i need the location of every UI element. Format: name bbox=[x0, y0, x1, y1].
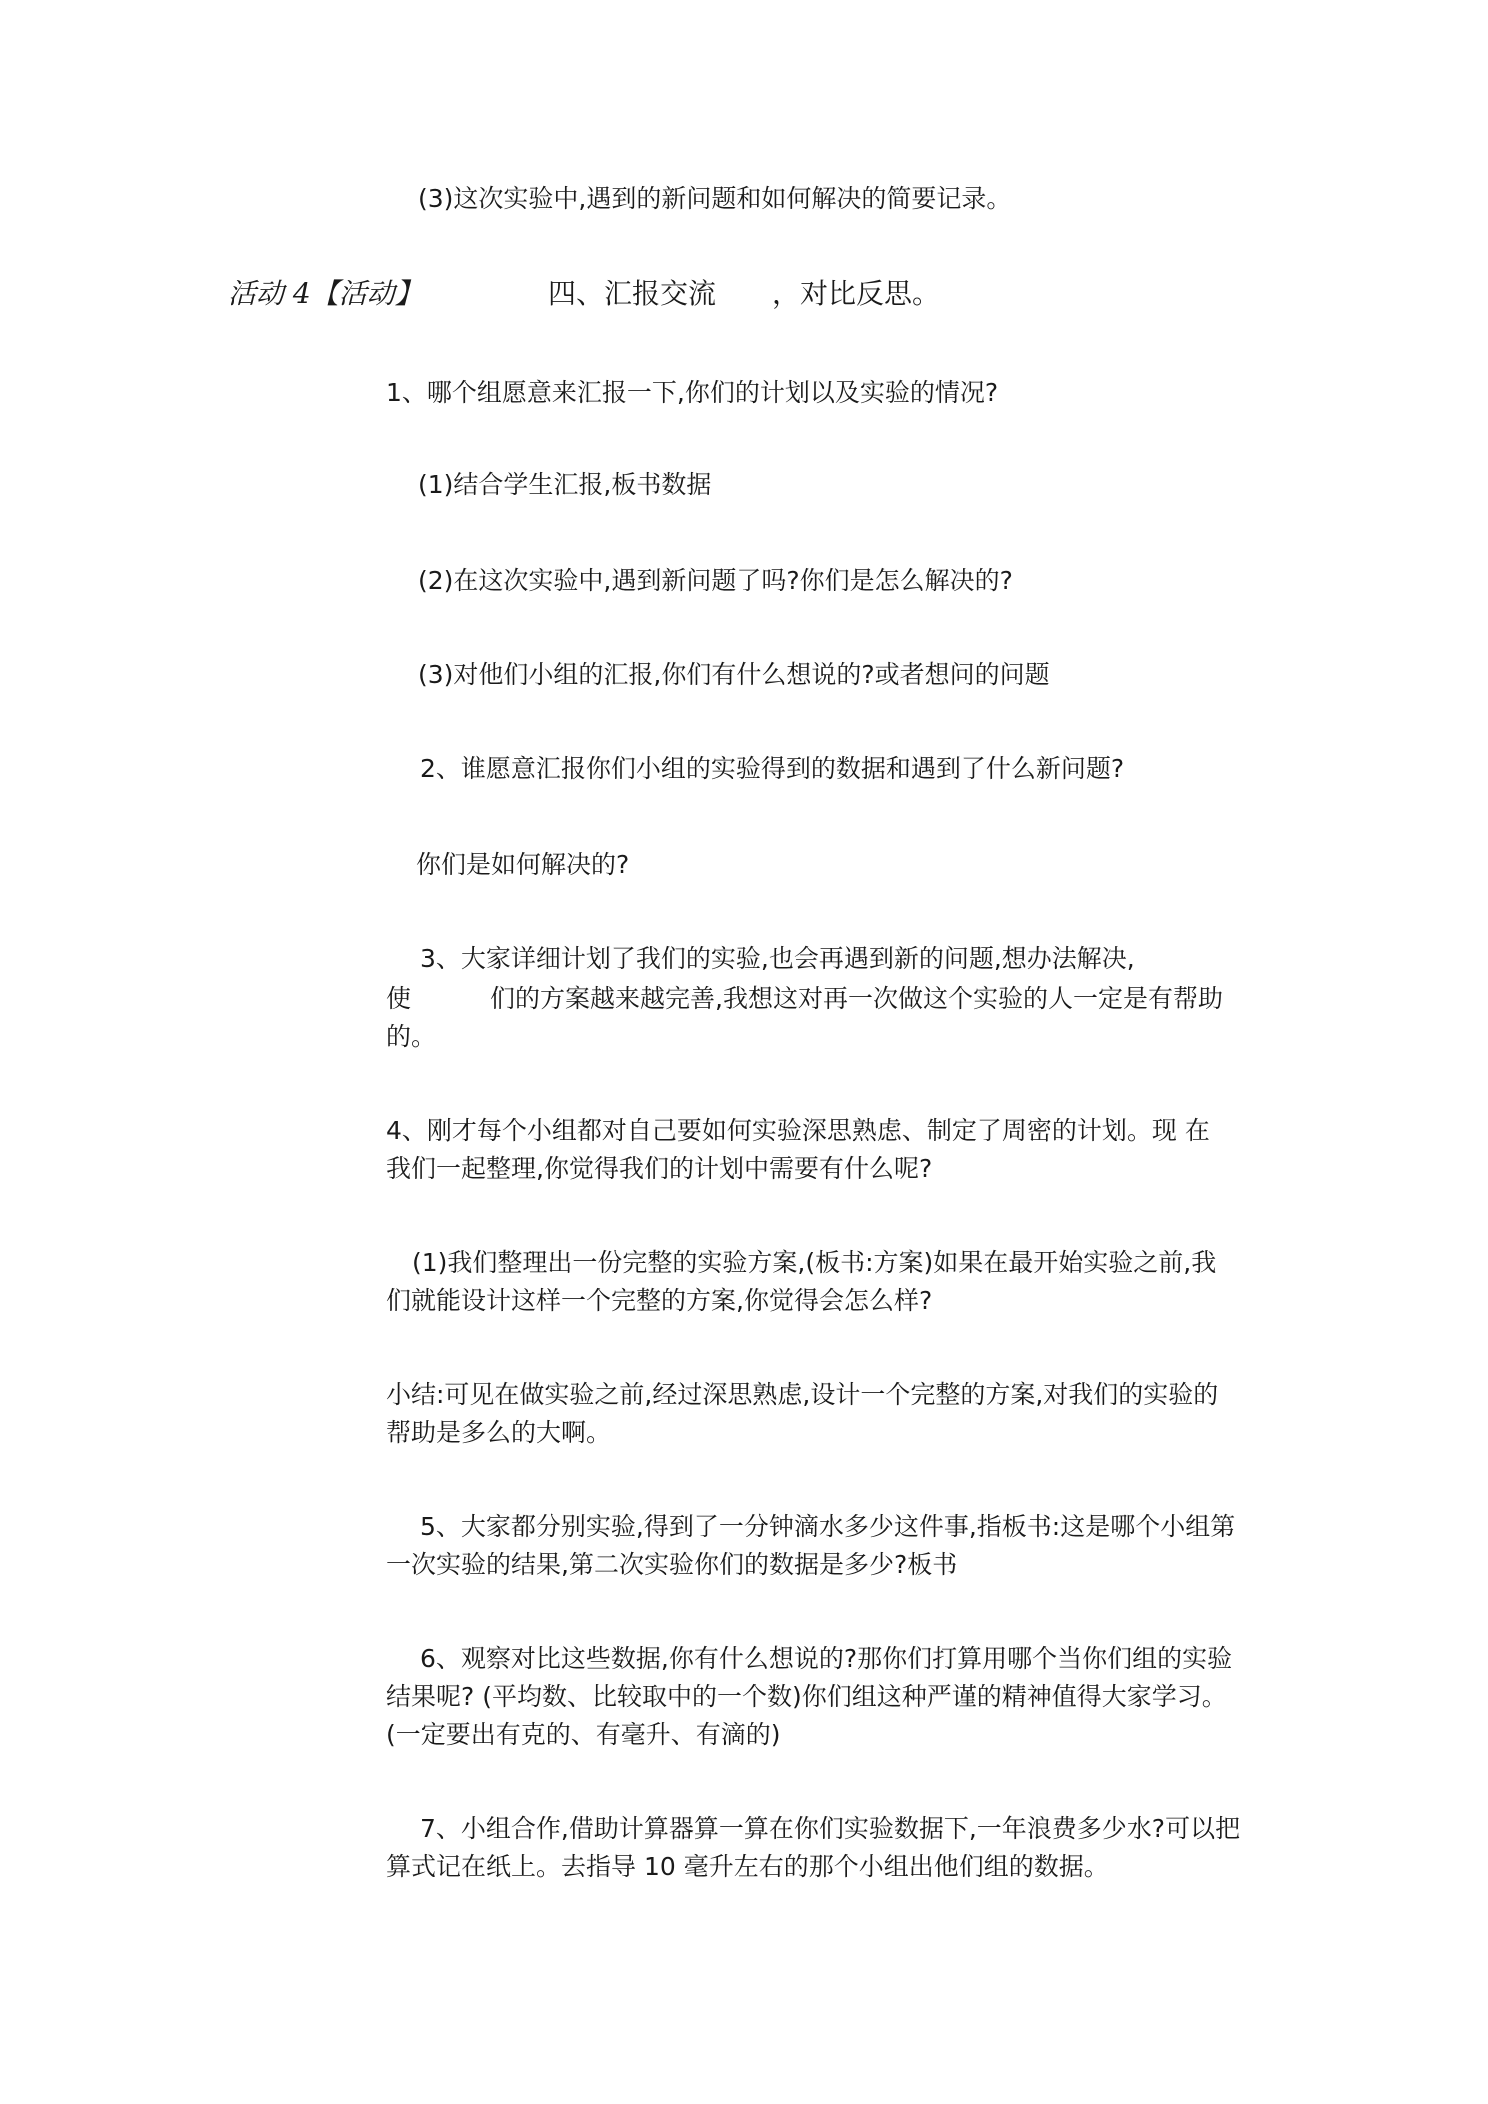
question-6-line-1: 6、观察对比这些数据,你有什么想说的?那你们打算用哪个当你们组的实验 bbox=[420, 1644, 1233, 1673]
question-6-line-3: (一定要出有克的、有毫升、有滴的) bbox=[386, 1720, 781, 1749]
question-4-line-2: 我们一起整理,你觉得我们的计划中需要有什么呢? bbox=[386, 1154, 933, 1183]
question-6-line-2: 结果呢? (平均数、比较取中的一个数)你们组这种严谨的精神值得大家学习。 bbox=[386, 1682, 1227, 1711]
question-1-item-3: (3)对他们小组的汇报,你们有什么想说的?或者想问的问题 bbox=[418, 660, 1050, 689]
question-3-line-1: 3、大家详细计划了我们的实验,也会再遇到新的问题,想办法解决, bbox=[420, 944, 1135, 973]
question-3-line-2-end: 们的方案越来越完善,我想这对再一次做这个实验的人一定是有帮助 bbox=[490, 984, 1223, 1013]
question-4-item-1-line-2: 们就能设计这样一个完整的方案,你觉得会怎么样? bbox=[386, 1286, 933, 1315]
question-7-line-2: 算式记在纸上。去指导 10 毫升左右的那个小组出他们组的数据。 bbox=[386, 1852, 1109, 1881]
question-4-line-1: 4、刚才每个小组都对自己要如何实验深思熟虑、制定了周密的计划。现 在 bbox=[386, 1116, 1210, 1145]
question-1-item-2: (2)在这次实验中,遇到新问题了吗?你们是怎么解决的? bbox=[418, 566, 1013, 595]
activity-title-part2: ，对比反思。 bbox=[772, 277, 941, 310]
question-7-line-1: 7、小组合作,借助计算器算一算在你们实验数据下,一年浪费多少水?可以把 bbox=[420, 1814, 1241, 1843]
question-5-line-1: 5、大家都分别实验,得到了一分钟滴水多少这件事,指板书:这是哪个小组第 bbox=[420, 1512, 1236, 1541]
question-2-line-1: 2、谁愿意汇报你们小组的实验得到的数据和遇到了什么新问题? bbox=[420, 754, 1125, 783]
activity-label: 活动 4【活动】 bbox=[228, 277, 423, 310]
question-3-line-2-start: 使 bbox=[386, 984, 412, 1013]
question-1-item-1: (1)结合学生汇报,板书数据 bbox=[418, 470, 712, 499]
question-2-line-2: 你们是如何解决的? bbox=[416, 850, 630, 879]
summary-line-1: 小结:可见在做实验之前,经过深思熟虑,设计一个完整的方案,对我们的实验的 bbox=[386, 1380, 1219, 1409]
step-3-record-line: (3)这次实验中,遇到的新问题和如何解决的简要记录。 bbox=[418, 184, 1012, 213]
question-5-line-2: 一次实验的结果,第二次实验你们的数据是多少?板书 bbox=[386, 1550, 958, 1579]
question-3-line-3: 的。 bbox=[386, 1022, 437, 1051]
activity-title bbox=[548, 276, 940, 312]
question-1: 1、哪个组愿意来汇报一下,你们的计划以及实验的情况? bbox=[386, 378, 999, 407]
summary-line-2: 帮助是多么的大啊。 bbox=[386, 1418, 612, 1447]
activity-title-part1: 四、汇报交流 bbox=[548, 277, 717, 310]
question-4-item-1-line-1: (1)我们整理出一份完整的实验方案,(板书:方案)如果在最开始实验之前,我 bbox=[412, 1248, 1217, 1277]
